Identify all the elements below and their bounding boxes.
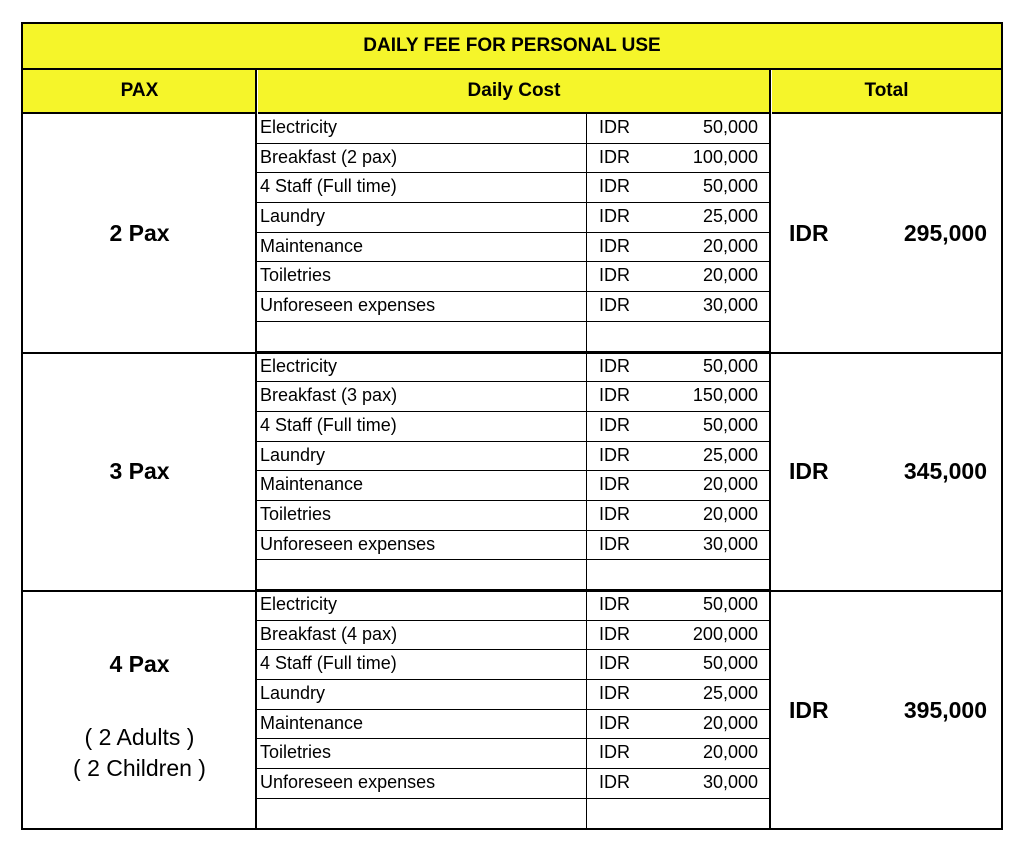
cost-amount: 50,000 [702, 414, 758, 435]
cost-amount: 20,000 [702, 742, 758, 763]
total-amount: 395,000 [903, 696, 987, 723]
cost-amount: 25,000 [702, 444, 758, 465]
cost-amount: 50,000 [702, 176, 758, 197]
pax-composition: ( 2 Adults ) [84, 724, 195, 750]
cost-currency: IDR [599, 176, 630, 197]
cell-divider [586, 501, 587, 530]
cost-item-label: Maintenance [260, 235, 364, 256]
cost-item-label: Electricity [260, 594, 338, 614]
table-row [257, 114, 770, 144]
cost-item-label: Laundry [260, 444, 326, 465]
cost-currency: IDR [599, 444, 630, 465]
cost-amount: 30,000 [702, 533, 758, 554]
total-currency: IDR [789, 696, 829, 723]
table-title: DAILY FEE FOR PERSONAL USE [23, 24, 1001, 70]
cost-item-label: Electricity [260, 355, 338, 376]
cost-amount: 200,000 [692, 623, 758, 644]
cost-item-label: 4 Staff (Full time) [260, 414, 397, 435]
cost-item-label: Laundry [260, 206, 326, 227]
cost-item-label: Toiletries [260, 742, 332, 763]
table-row [257, 144, 770, 174]
cost-amount: 50,000 [702, 117, 758, 137]
cost-amount: 50,000 [702, 653, 758, 674]
table-row [257, 322, 770, 352]
cost-currency: IDR [599, 355, 630, 376]
pax-cell [23, 591, 256, 830]
pax-label: 4 Pax [109, 651, 170, 677]
cost-amount: 25,000 [702, 206, 758, 227]
cell-divider [586, 382, 587, 411]
table-row [257, 621, 770, 651]
cost-currency: IDR [599, 146, 630, 167]
pax-group [23, 353, 1001, 592]
cost-currency: IDR [599, 533, 630, 554]
total-amount: 345,000 [903, 458, 987, 485]
table-row [257, 531, 770, 561]
cost-item-label: Breakfast (4 pax) [260, 623, 398, 644]
cost-item-label: Toiletries [260, 265, 332, 286]
table-row [257, 262, 770, 292]
total-cell [771, 591, 1001, 830]
table-row [257, 560, 770, 590]
table-row [257, 710, 770, 740]
table-row [257, 650, 770, 680]
cell-divider [586, 173, 587, 202]
total-currency: IDR [789, 458, 829, 485]
cost-currency: IDR [599, 683, 630, 704]
cell-divider [586, 114, 587, 143]
cost-amount: 30,000 [702, 295, 758, 316]
table-row [257, 173, 770, 203]
cost-currency: IDR [599, 623, 630, 644]
cell-divider [586, 799, 587, 828]
table-row [257, 471, 770, 501]
cost-amount: 20,000 [702, 712, 758, 733]
cost-currency: IDR [599, 265, 630, 286]
total-cell [771, 353, 1001, 592]
pax-group [23, 114, 1001, 353]
table-row [257, 739, 770, 769]
cell-divider [586, 680, 587, 709]
cell-divider [586, 591, 587, 620]
header-total: Total [772, 70, 1001, 114]
table-row [257, 412, 770, 442]
cost-amount: 30,000 [702, 772, 758, 793]
table-row [257, 799, 770, 829]
cost-rows [257, 114, 770, 352]
cost-currency: IDR [599, 295, 630, 316]
header-pax: PAX [23, 70, 256, 114]
cost-item-label: Toiletries [260, 503, 332, 524]
table-row [257, 501, 770, 531]
cost-amount: 20,000 [702, 503, 758, 524]
table-row [257, 382, 770, 412]
pax-label: 3 Pax [109, 458, 170, 485]
cost-item-label: Breakfast (3 pax) [260, 385, 398, 406]
pax-cell [23, 353, 256, 592]
cost-amount: 20,000 [702, 235, 758, 256]
cell-divider [586, 471, 587, 500]
cell-divider [586, 412, 587, 441]
cell-divider [586, 203, 587, 232]
cost-item-label: Breakfast (2 pax) [260, 146, 398, 167]
cell-divider [586, 650, 587, 679]
table-row [257, 233, 770, 263]
cost-item-label: Unforeseen expenses [260, 295, 436, 316]
cell-divider [586, 739, 587, 768]
cost-currency: IDR [599, 594, 630, 614]
cost-amount: 150,000 [692, 385, 758, 406]
pax-group [23, 591, 1001, 830]
cost-item-label: 4 Staff (Full time) [260, 176, 397, 197]
cost-amount: 50,000 [702, 594, 758, 614]
table-row [257, 292, 770, 322]
cost-rows [257, 353, 770, 591]
cost-amount: 100,000 [692, 146, 758, 167]
cell-divider [586, 710, 587, 739]
cost-currency: IDR [599, 474, 630, 495]
cell-divider [586, 769, 587, 798]
cell-divider [586, 353, 587, 382]
cell-divider [586, 531, 587, 560]
cost-item-label: 4 Staff (Full time) [260, 653, 397, 674]
cost-currency: IDR [599, 742, 630, 763]
cell-divider [586, 262, 587, 291]
cost-amount: 25,000 [702, 683, 758, 704]
cost-currency: IDR [599, 712, 630, 733]
cell-divider [586, 233, 587, 262]
cost-currency: IDR [599, 503, 630, 524]
fee-table [21, 22, 1003, 830]
cost-currency: IDR [599, 772, 630, 793]
table-row [257, 769, 770, 799]
cost-currency: IDR [599, 206, 630, 227]
cost-currency: IDR [599, 653, 630, 674]
table-row [257, 203, 770, 233]
cost-rows [257, 591, 770, 829]
cost-currency: IDR [599, 117, 630, 137]
pax-composition: ( 2 Children ) [73, 755, 206, 781]
cell-divider [586, 292, 587, 321]
cost-amount: 50,000 [702, 355, 758, 376]
cost-amount: 20,000 [702, 265, 758, 286]
total-amount: 295,000 [903, 219, 987, 246]
total-currency: IDR [789, 219, 829, 246]
cost-item-label: Electricity [260, 117, 338, 137]
cell-divider [586, 144, 587, 173]
cost-item-label: Unforeseen expenses [260, 533, 436, 554]
table-row [257, 591, 770, 621]
cell-divider [586, 322, 587, 351]
cost-currency: IDR [599, 385, 630, 406]
cost-amount: 20,000 [702, 474, 758, 495]
cost-currency: IDR [599, 414, 630, 435]
cell-divider [586, 560, 587, 589]
table-row [257, 680, 770, 710]
cell-divider [586, 442, 587, 471]
cost-item-label: Maintenance [260, 474, 364, 495]
total-cell [771, 114, 1001, 353]
header-daily-cost: Daily Cost [258, 70, 770, 114]
pax-label: 2 Pax [109, 219, 170, 246]
cell-divider [586, 621, 587, 650]
pax-cell [23, 114, 256, 353]
cost-currency: IDR [599, 235, 630, 256]
table-row [257, 353, 770, 383]
cost-item-label: Maintenance [260, 712, 364, 733]
cost-item-label: Unforeseen expenses [260, 772, 436, 793]
table-row [257, 442, 770, 472]
cost-item-label: Laundry [260, 683, 326, 704]
